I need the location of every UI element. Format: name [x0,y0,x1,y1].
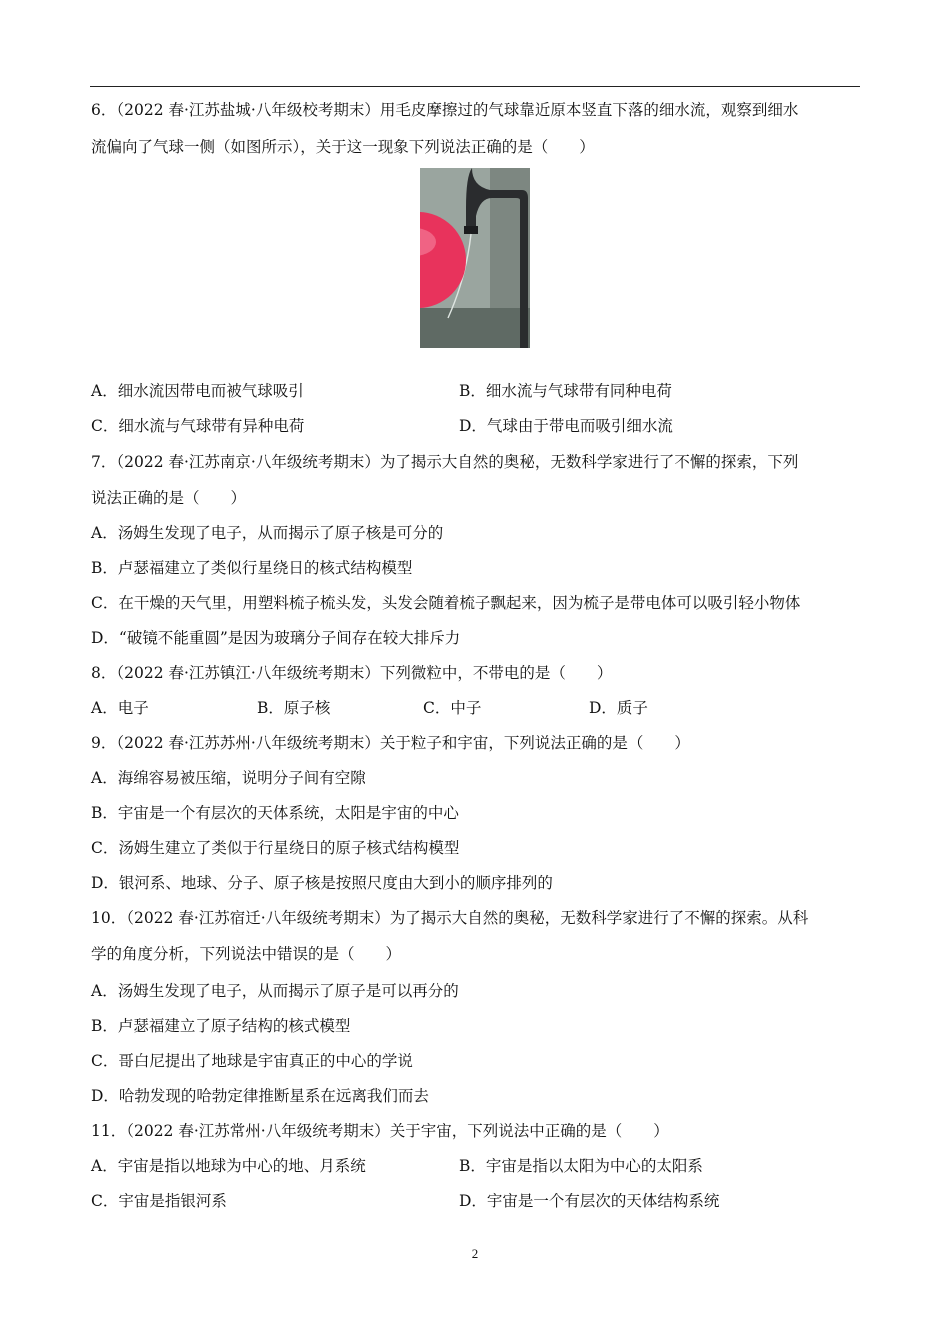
q9-option-b[interactable]: B．宇宙是一个有层次的天体系统，太阳是宇宙的中心 [91,804,459,822]
q9-stem: 9．（2022 春·江苏苏州·八年级统考期末）关于粒子和宇宙，下列说法正确的是（ ） [91,734,690,752]
q8-option-d[interactable]: D．质子 [589,699,648,717]
q8-option-b[interactable]: B．原子核 [257,699,331,717]
q8-stem: 8．（2022 春·江苏镇江·八年级统考期末）下列微粒中，不带电的是（ ） [91,664,613,682]
q6-option-b[interactable]: B．细水流与气球带有同种电荷 [459,382,672,400]
q6-stem-line1: 6．（2022 春·江苏盐城·八年级校考期末）用毛皮摩擦过的气球靠近原本竖直下落的细水流，观察到细水 [91,101,799,119]
q11-option-c[interactable]: C．宇宙是指银河系 [91,1192,227,1210]
q10-option-d[interactable]: D．哈勃发现的哈勃定律推断星系在远离我们而去 [91,1087,429,1105]
q7-option-b[interactable]: B．卢瑟福建立了类似行星绕日的核式结构模型 [91,559,413,577]
q11-option-a[interactable]: A．宇宙是指以地球为中心的地、月系统 [91,1157,366,1175]
q11-option-d[interactable]: D．宇宙是一个有层次的天体结构系统 [459,1192,720,1210]
q6-option-c[interactable]: C．细水流与气球带有异种电荷 [91,417,305,435]
q8-option-a[interactable]: A．电子 [91,699,149,717]
q10-option-c[interactable]: C．哥白尼提出了地球是宇宙真正的中心的学说 [91,1052,413,1070]
q6-stem-line2: 流偏向了气球一侧（如图所示），关于这一现象下列说法正确的是（ ） [91,138,595,156]
balloon-faucet-illustration [420,168,530,348]
q6-option-d[interactable]: D．气球由于带电而吸引细水流 [459,417,673,435]
q10-stem-line1: 10．（2022 春·江苏宿迁·八年级统考期末）为了揭示大自然的奥秘，无数科学家进行了不懈的探索。从科 [91,909,809,927]
q10-option-b[interactable]: B．卢瑟福建立了原子结构的核式模型 [91,1017,351,1035]
q7-stem-line2: 说法正确的是（ ） [91,489,247,507]
q9-option-a[interactable]: A．海绵容易被压缩，说明分子间有空隙 [91,769,366,787]
q7-option-a[interactable]: A．汤姆生发现了电子，从而揭示了原子核是可分的 [91,524,444,542]
q7-stem-line1: 7．（2022 春·江苏南京·八年级统考期末）为了揭示大自然的奥秘，无数科学家进行了不懈的探索，下列 [91,453,799,471]
header-rule [90,86,860,87]
q9-option-c[interactable]: C．汤姆生建立了类似于行星绕日的原子核式结构模型 [91,839,460,857]
q8-option-c[interactable]: C．中子 [423,699,482,717]
q11-option-b[interactable]: B．宇宙是指以太阳为中心的太阳系 [459,1157,703,1175]
q7-option-d[interactable]: D．“破镜不能重圆”是因为玻璃分子间存在较大排斥力 [91,629,461,647]
q7-option-c[interactable]: C．在干燥的天气里，用塑料梳子梳头发，头发会随着梳子飘起来，因为梳子是带电体可以吸引轻小物体 [91,594,801,612]
balloon-water-photo [420,168,530,348]
q9-option-d[interactable]: D．银河系、地球、分子、原子核是按照尺度由大到小的顺序排列的 [91,874,553,892]
q6-option-a[interactable]: A．细水流因带电而被气球吸引 [91,382,304,400]
page-number: 2 [471,1246,479,1261]
q10-option-a[interactable]: A．汤姆生发现了电子，从而揭示了原子是可以再分的 [91,982,459,1000]
q10-stem-line2: 学的角度分析，下列说法中错误的是（ ） [91,945,402,963]
q11-stem: 11．（2022 春·江苏常州·八年级统考期末）关于宇宙，下列说法中正确的是（ ） [91,1122,669,1140]
